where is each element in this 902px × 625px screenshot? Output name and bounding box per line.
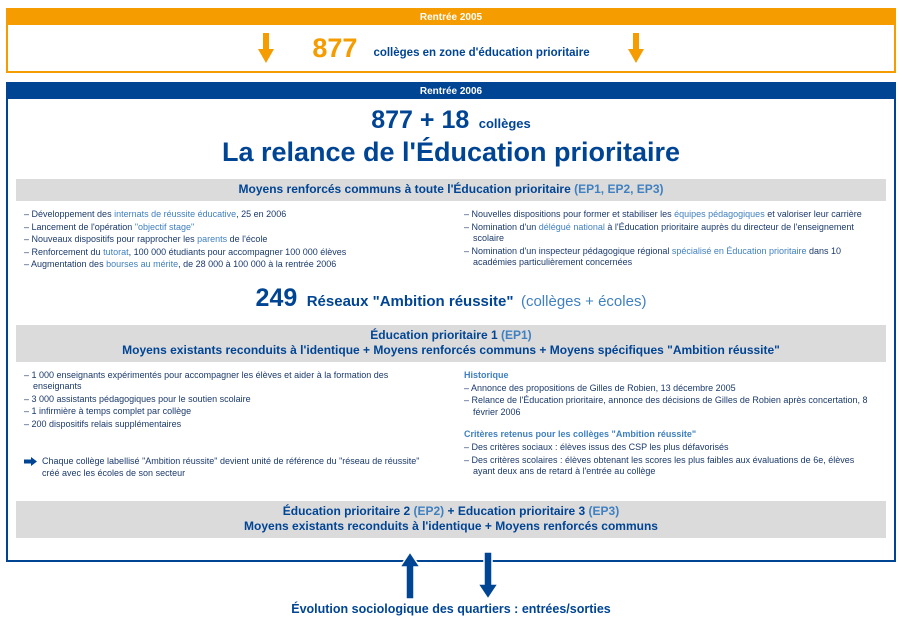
- ep1-left-list: [24, 370, 438, 431]
- common-means-right-list: [464, 209, 878, 272]
- criteres-list: [464, 442, 878, 478]
- reseaux-count: 249: [255, 283, 298, 312]
- reseaux-suffix: (collèges + écoles): [520, 292, 647, 310]
- ep1-note-text: Chaque collège labellisé "Ambition réussite" devient unité de référence du "réseau de réussite" créé avec les écoles de son secteur: [42, 456, 420, 478]
- ep1-right-column: [464, 370, 878, 480]
- ep23-header: [16, 501, 886, 538]
- ep1-header-title: Éducation prioritaire 1 (EP1): [370, 327, 532, 342]
- list-item: – Renforcement du tutorat, 100 000 étudiants pour accompagner 100 000 élèves: [24, 246, 347, 257]
- list-item: – 1 infirmière à temps complet par collège: [24, 406, 192, 416]
- historique-list: [464, 383, 878, 419]
- arrow-down-icon: [477, 551, 499, 600]
- reseaux-headline: [8, 284, 894, 313]
- page-title: La relance de l'Éducation prioritaire: [221, 137, 681, 167]
- list-item: – Relance de l'Éducation prioritaire, annonce des décisions de Gilles de Robien après concertation, 8 février 2006: [464, 395, 868, 417]
- rentree-2006-box: [6, 82, 896, 562]
- colleges-2006-suffix: collèges: [478, 116, 531, 131]
- list-item: – 200 dispositifs relais supplémentaires: [24, 418, 182, 429]
- colleges-2005-label: collèges en zone d'éducation prioritaire: [373, 46, 590, 59]
- list-item: – Lancement de l'opération "objectif stage": [24, 221, 195, 232]
- common-means-columns: [8, 201, 894, 272]
- common-means-header-text: Moyens renforcés communs à toute l'Éducation prioritaire (EP1, EP2, EP3): [238, 182, 664, 196]
- reseaux-label: Réseaux "Ambition réussite": [306, 292, 514, 310]
- list-item: – Augmentation des bourses au mérite, de 28 000 à 100 000 à la rentrée 2006: [24, 259, 337, 269]
- rentree-2005-body: [8, 25, 894, 71]
- list-item: – Nouvelles dispositions pour former et stabiliser les équipes pédagogiques et valoriser leur carrière: [464, 209, 862, 219]
- rentree-2006-banner: Rentrée 2006: [8, 84, 894, 99]
- colleges-2006-count: 877 + 18: [371, 106, 470, 134]
- arrow-down-icon: [258, 33, 274, 63]
- common-means-left-list: [24, 209, 438, 272]
- list-item: – Nomination d'un délégué national à l'Éducation prioritaire auprès du directeur de l'enseignement scolaire: [464, 221, 854, 243]
- footer-caption: Évolution sociologique des quartiers : entrées/sorties: [291, 602, 611, 616]
- list-item: – Annonce des propositions de Gilles de Robien, 13 décembre 2005: [464, 382, 736, 393]
- ep1-header: [16, 325, 886, 362]
- list-item: – 3 000 assistants pédagogiques pour le soutien scolaire: [24, 393, 251, 404]
- colleges-2005-count: 877: [312, 32, 358, 63]
- colleges-2006-headline: [8, 106, 894, 135]
- arrow-up-icon: [399, 551, 421, 600]
- list-item: – Développement des internats de réussite éducative, 25 en 2006: [24, 209, 287, 219]
- ep1-note: [24, 456, 438, 479]
- list-item: – Des critères sociaux : élèves issus des CSP les plus défavorisés: [464, 442, 729, 452]
- criteres-heading: Critères retenus pour les collèges "Ambition réussite": [464, 429, 697, 439]
- arrow-down-icon: [628, 33, 644, 63]
- rentree-2005-banner: Rentrée 2005: [8, 10, 894, 25]
- list-item: – Nomination d'un inspecteur pédagogique régional spécialisé en Éducation prioritaire dans 10 académies particulièrement concernées: [464, 245, 841, 267]
- ep23-header-subtitle: Moyens existants reconduits à l'identique + Moyens renforcés communs: [244, 519, 658, 533]
- ep1-columns: [8, 362, 894, 480]
- list-item: – Nouveaux dispositifs pour rapprocher les parents de l'école: [24, 234, 268, 244]
- ep23-header-title: Éducation prioritaire 2 (EP2) + Education prioritaire 3 (EP3): [282, 504, 620, 518]
- common-means-header: [16, 179, 886, 201]
- arrow-right-icon: [24, 457, 37, 466]
- list-item: – Des critères scolaires : élèves obtenant les scores les plus faibles aux évaluations de 6e, élèves ayant deux ans de retard à l'entrée au collège: [464, 454, 855, 476]
- ep1-left-column: [24, 370, 438, 480]
- list-item: – 1 000 enseignants expérimentés pour accompagner les élèves et aider à la formation des enseignants: [24, 369, 389, 391]
- historique-heading: Historique: [464, 369, 509, 380]
- rentree-2005-box: [6, 8, 896, 73]
- ep1-header-subtitle: Moyens existants reconduits à l'identique + Moyens renforcés communs + Moyens spécifiques "Ambition réussite": [122, 342, 780, 357]
